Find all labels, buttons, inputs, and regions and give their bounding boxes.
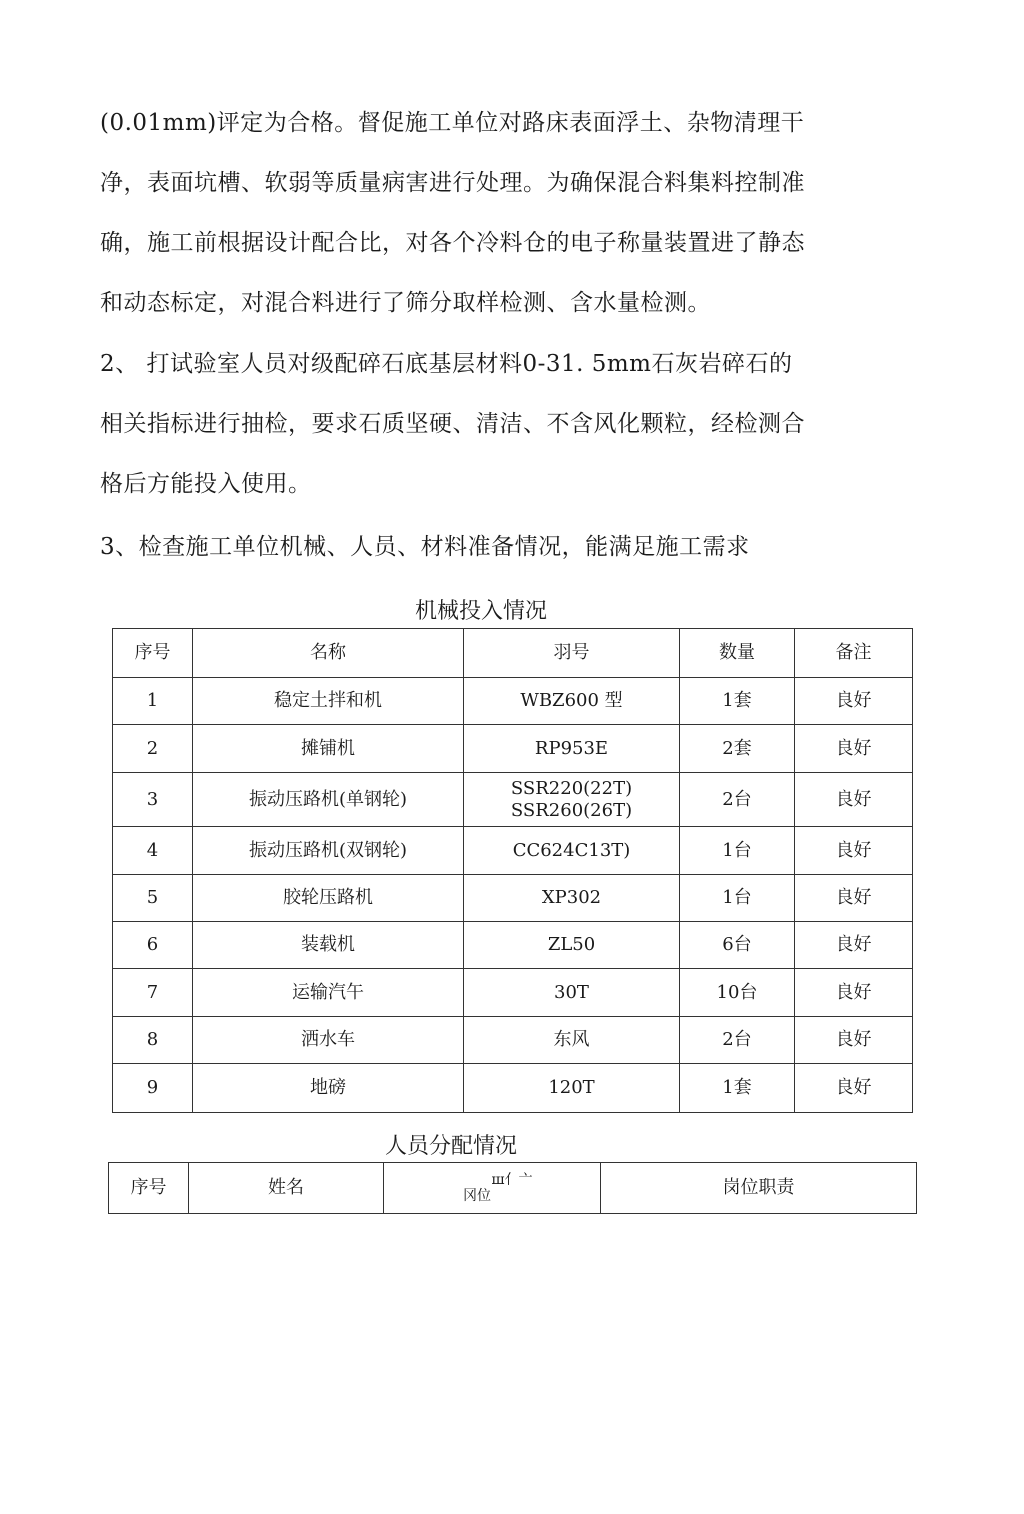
cell-model: 东风 (464, 1017, 680, 1064)
text-line: 3、检查施工单位机械、人员、材料准备情况，能满足施工需求 (100, 534, 750, 560)
table-row (113, 1017, 913, 1064)
header-model: 羽号 (464, 629, 680, 678)
text-line: 2、 打试验室人员对级配碎石底基层材料0-31. 5mm石灰岩碎石的 (100, 351, 793, 377)
text-line: 确，施工前根据设计配合比，对各个冷料仓的电子称量装置进了静态 (100, 230, 805, 256)
header-position (384, 1163, 601, 1214)
cell-name: 洒水车 (193, 1017, 464, 1064)
header-index: 序号 (113, 629, 193, 678)
cell-remarks: 良好 (795, 827, 913, 875)
text-line: 相关指标进行抽检，要求石质坚硬、清洁、不含风化颗粒，经检测合 (100, 411, 805, 437)
cell-index: 2 (113, 725, 193, 773)
cell-index: 4 (113, 827, 193, 875)
cell-model: 30T (464, 969, 680, 1017)
header-name: 名称 (193, 629, 464, 678)
cell-index: 9 (113, 1064, 193, 1113)
cell-remarks: 良好 (795, 725, 913, 773)
table-row (113, 773, 913, 827)
table-row (113, 827, 913, 875)
cell-quantity: 2台 (680, 773, 795, 827)
text-line: 和动态标定，对混合料进行了筛分取样检测、含水量检测。 (100, 290, 711, 316)
header-quantity: 数量 (680, 629, 795, 678)
machinery-table (112, 628, 913, 1113)
cell-quantity: 1套 (680, 1064, 795, 1113)
header-duties: 岗位职责 (601, 1163, 917, 1214)
paragraph-1 (100, 93, 890, 333)
table-row (113, 678, 913, 725)
paragraph-3 (100, 517, 890, 577)
cell-model: ZL50 (464, 922, 680, 969)
personnel-table-caption: 人员分配情况 (385, 1134, 518, 1159)
text-line: (0.01mm)评定为合格。督促施工单位对路床表面浮土、杂物清理干 (100, 110, 805, 136)
cell-name: 运输汽午 (193, 969, 464, 1017)
header-position-label: 冈位 (463, 1188, 491, 1204)
header-person-name: 姓名 (189, 1163, 384, 1214)
table-row (113, 875, 913, 922)
cell-remarks: 良好 (795, 773, 913, 827)
header-index: 序号 (109, 1163, 189, 1214)
table-header-row (113, 629, 913, 678)
cell-index: 8 (113, 1017, 193, 1064)
cell-quantity: 1台 (680, 875, 795, 922)
cell-quantity: 1台 (680, 827, 795, 875)
cell-model: 120T (464, 1064, 680, 1113)
cell-index: 6 (113, 922, 193, 969)
cell-model: XP302 (464, 875, 680, 922)
cell-name: 振动压路机(单钢轮) (193, 773, 464, 827)
model-line: SSR260(26T) (510, 799, 633, 821)
cell-remarks: 良好 (795, 1064, 913, 1113)
personnel-table (108, 1162, 917, 1214)
cell-remarks: 良好 (795, 678, 913, 725)
cell-quantity: 2套 (680, 725, 795, 773)
cell-model (464, 773, 680, 827)
header-mark: ш亻亠 (491, 1172, 533, 1188)
cell-remarks: 良好 (795, 1017, 913, 1064)
cell-name: 胶轮压路机 (193, 875, 464, 922)
header-remarks: 备注 (795, 629, 913, 678)
cell-model: WBZ600 型 (464, 678, 680, 725)
machinery-table-caption: 机械投入情况 (415, 599, 548, 624)
cell-remarks: 良好 (795, 875, 913, 922)
cell-remarks: 良好 (795, 922, 913, 969)
cell-name: 地磅 (193, 1064, 464, 1113)
cell-index: 5 (113, 875, 193, 922)
cell-name: 装载机 (193, 922, 464, 969)
cell-index: 1 (113, 678, 193, 725)
table-row (113, 922, 913, 969)
model-line: SSR220(22T) (510, 777, 633, 799)
table-row (113, 725, 913, 773)
cell-index: 3 (113, 773, 193, 827)
cell-name: 稳定土拌和机 (193, 678, 464, 725)
table-header-row (109, 1163, 917, 1214)
cell-index: 7 (113, 969, 193, 1017)
cell-name: 摊铺机 (193, 725, 464, 773)
table-row (113, 1064, 913, 1113)
cell-remarks: 良好 (795, 969, 913, 1017)
cell-model: CC624C13T) (464, 827, 680, 875)
text-line: 净，表面坑槽、软弱等质量病害进行处理。为确保混合料集料控制准 (100, 170, 805, 196)
cell-name: 振动压路机(双钢轮) (193, 827, 464, 875)
cell-model: RP953E (464, 725, 680, 773)
table-row (113, 969, 913, 1017)
cell-quantity: 1套 (680, 678, 795, 725)
cell-quantity: 6台 (680, 922, 795, 969)
cell-quantity: 10台 (680, 969, 795, 1017)
cell-quantity: 2台 (680, 1017, 795, 1064)
paragraph-2 (100, 334, 890, 514)
text-line: 格后方能投入使用。 (100, 471, 312, 497)
